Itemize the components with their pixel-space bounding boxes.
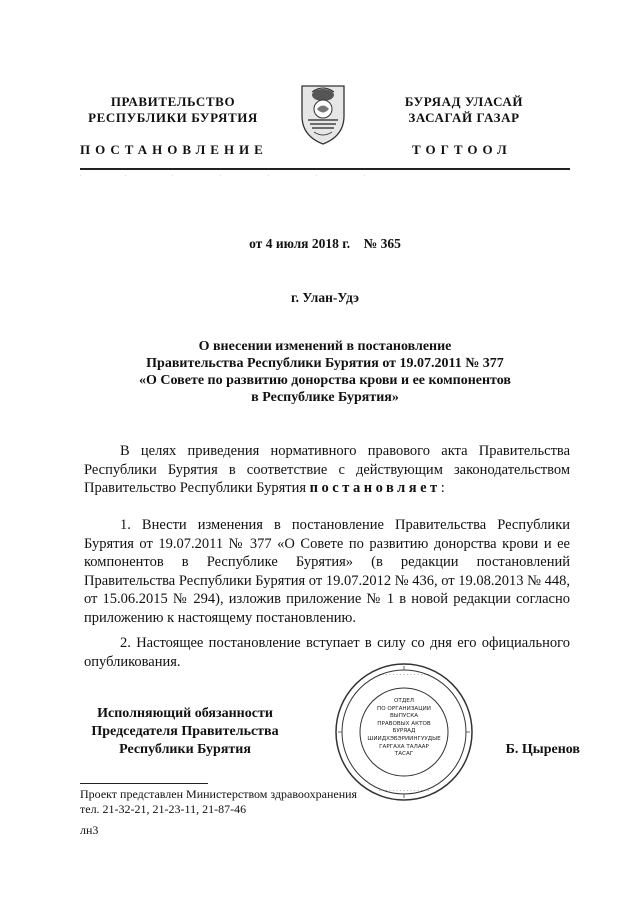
stamp-line-7: ГАРГАХА ТАЛААР — [379, 743, 429, 750]
header-left — [78, 94, 268, 126]
stamp-line-4: ПРАВОВЫХ АКТОВ — [377, 720, 431, 727]
header-left-line1: ПРАВИТЕЛЬСТВО — [110, 94, 236, 109]
stamp-line-5: БУРЯАД — [392, 728, 416, 735]
header-rule — [80, 168, 570, 170]
item-1-paragraph: 1. Внести изменения в постановление Правительства Республики Бурятия от 19.07.2011 № 377 «О Совете по развитию донорства крови и ее компонентов в Республике Бурятия» (в редакции постановлений Правительства Республики Бурятия от 19.07.2012 № 436, от 19.08.2013 № 448, от 15.06.2015 № 294), изложив приложение № 1 в новой редакции согласно приложению к настоящему постановлению. — [84, 517, 570, 626]
header-dotted-line: . . . . . . . — [80, 172, 365, 178]
doctype-left: ПОСТАНОВЛЕНИЕ — [80, 142, 268, 157]
coat-of-arms-icon — [298, 82, 348, 146]
signature-position — [80, 705, 290, 759]
stamp-line-6: ШИИДХЭБЭРИИНГУУДЫЕ — [367, 735, 441, 742]
signature-position-line1: Исполняющий обязанности — [97, 706, 273, 721]
intro-keyword: постановляет — [309, 480, 441, 496]
signatory-name: Б. Цыренов — [505, 742, 580, 757]
document-title — [60, 338, 590, 406]
header-right — [374, 94, 554, 126]
header-right-line2: ЗАСАГАЙ ГАЗАР — [408, 110, 520, 125]
title-line-2: Правительства Республики Бурятия от 19.07.2011 № 377 — [146, 356, 504, 371]
signature-position-line3: Республики Бурятия — [119, 742, 251, 757]
title-line-3: «О Совете по развитию донорства крови и ее компонентов — [139, 373, 511, 388]
header-left-line2: РЕСПУБЛИКИ БУРЯТИЯ — [88, 110, 258, 125]
intro-end: : — [440, 480, 445, 496]
official-stamp — [332, 660, 476, 804]
title-line-1: О внесении изменений в постановление — [198, 339, 452, 354]
footer-code: лн3 — [80, 823, 99, 837]
svg-text:· · · · · · · · · · · · · · ·: · · · · · · · · · · · · · · · — [378, 788, 430, 794]
footer-prepared-by: Проект представлен Министерством здравоохранения — [80, 787, 358, 801]
stamp-line-3: ВЫПУСКА — [389, 713, 419, 720]
stamp-line-8: ТАСАГ — [394, 751, 414, 758]
doctype-right: ТОГТООЛ — [412, 142, 512, 157]
coat-of-arms-emblem — [298, 82, 348, 146]
svg-text:· · · · · · · · · · · · · · ·: · · · · · · · · · · · · · · · — [378, 672, 430, 678]
document-date-number: от 4 июля 2018 г. № 365 — [249, 236, 401, 251]
stamp-line-1: ОТДЕЛ — [394, 698, 414, 704]
footer-phones: тел. 21-32-21, 21-23-11, 21-87-46 — [80, 802, 247, 816]
intro-paragraph — [84, 442, 570, 498]
signature-position-line2: Председателя Правительства — [91, 724, 279, 739]
document-city: г. Улан-Удэ — [291, 290, 359, 305]
stamp-inner-text — [362, 698, 446, 759]
item-2-paragraph: 2. Настоящее постановление вступает в силу со дня его официального опубликования. — [84, 635, 570, 670]
stamp-line-2: ПО ОРГАНИЗАЦИИ — [377, 705, 431, 712]
footer — [80, 787, 460, 838]
footer-rule — [80, 783, 208, 784]
header-right-line1: БУРЯАД УЛАСАЙ — [404, 94, 524, 109]
intro-text: В целях приведения нормативного правового акта Правительства Республики Бурятия в соответствие с действующим законодательством Правительство Республики Бурятия — [84, 443, 570, 496]
title-line-4: в Республике Бурятия» — [251, 390, 399, 405]
